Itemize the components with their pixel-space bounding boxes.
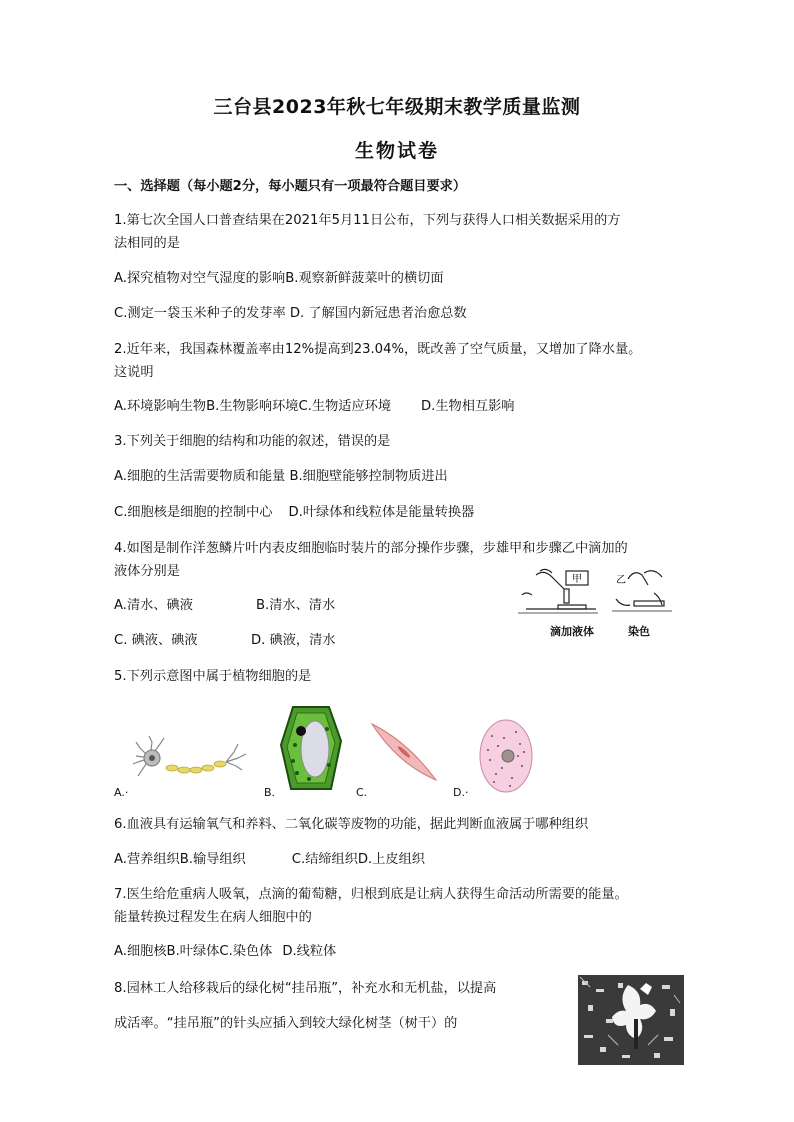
- q1-option-d: D. 了解国内新冠患者治愈总数: [289, 306, 467, 321]
- q4-label-jia: 甲: [572, 574, 582, 585]
- tree-drip-image: [578, 975, 684, 1065]
- q5-animal-cell-figure: [476, 716, 536, 796]
- q2-option-c: C.生物适应环境: [298, 399, 392, 414]
- q7-option-d: D.线粒体: [282, 944, 337, 959]
- exam-subtitle: 生物试卷: [354, 140, 439, 162]
- q6-options: [114, 849, 425, 871]
- q4-options-row1: [114, 595, 335, 617]
- q6-stem: 6.血液具有运输氧气和养料、二氧化碳等废物的功能，据此判断血液属于哪种组织: [114, 817, 589, 832]
- q5-option-b-label: B.: [264, 786, 276, 799]
- q8-tree-drip-photo: [578, 975, 684, 1065]
- q4-label-yi: 乙: [616, 575, 626, 586]
- q2-option-a: A.环境影响生物: [114, 399, 207, 414]
- q4-option-c: C. 碘液、碘液: [114, 633, 198, 648]
- q7-options: [114, 941, 336, 963]
- q4-stem-line2: 液体分别是: [114, 564, 180, 579]
- neuron-cell-drawing: [132, 728, 252, 788]
- q6-option-c: C.结缔组织: [291, 852, 358, 867]
- q4-options-row2: [114, 630, 335, 652]
- q7-stem-line2: 能量转换过程发生在病人细胞中的: [114, 910, 312, 925]
- plant-cell-drawing: [279, 705, 343, 791]
- q5-plant-cell-figure: [279, 705, 343, 791]
- q6-option-a: A.营养组织: [114, 852, 180, 867]
- q5-muscle-cell-figure: [368, 720, 440, 784]
- smooth-muscle-cell-drawing: [368, 720, 440, 784]
- q5-option-c-label: C.: [356, 786, 368, 799]
- q8-stem-line2: 成活率。“挂吊瓶”的针头应插入到较大绿化树茎（树干）的: [114, 1016, 458, 1031]
- q5-option-a-label: A.·: [114, 786, 129, 799]
- q4-procedure-figure: [516, 565, 676, 647]
- q4-caption-left: 滴加液体: [550, 625, 594, 638]
- q2-option-b: B.生物影响环境: [206, 399, 299, 414]
- animal-cell-drawing: [476, 716, 536, 796]
- q5-stem: 5.下列示意图中属于植物细胞的是: [114, 669, 312, 684]
- q6-option-b: B.输导组织: [179, 852, 246, 867]
- q4-stem-line1: 4.如图是制作洋葱鳞片叶内表皮细胞临时装片的部分操作步骤，步雄甲和步骤乙中滴加的: [114, 541, 628, 556]
- q4-caption-right: 染色: [628, 625, 650, 638]
- q2-options: [114, 396, 515, 418]
- q7-option-b: B.叶绿体: [166, 944, 220, 959]
- q4-option-a: A.清水、碘液: [114, 598, 193, 613]
- q1-stem-line1: 1.第七次全国人口普查结果在2021年5月11日公布，下列与获得人口相关数据采用的方: [114, 213, 621, 228]
- q2-stem-line2: 这说明: [114, 365, 154, 380]
- q3-options-row2: [114, 502, 474, 524]
- exam-title: 三台县2023年秋七年级期末教学质量监测: [213, 96, 581, 118]
- q3-option-b: B.细胞壁能够控制物质进出: [289, 469, 448, 484]
- q3-option-d: D.叶绿体和线粒体是能量转换器: [288, 505, 475, 520]
- q3-options-row1: [114, 466, 448, 488]
- q3-stem: 3.下列关于细胞的结构和功能的叙述，错误的是: [114, 434, 391, 449]
- q4-option-d: D. 碘液，清水: [251, 633, 336, 648]
- q6-option-d: D.上皮组织: [357, 852, 425, 867]
- q3-option-c: C.细胞核是细胞的控制中心: [114, 505, 273, 520]
- q1-option-c: C.测定一袋玉米种子的发芽率: [114, 306, 286, 321]
- q3-option-a: A.细胞的生活需要物质和能量: [114, 469, 286, 484]
- q4-procedure-drawing: [516, 565, 676, 629]
- q2-stem-line1: 2.近年来，我国森林覆盖率由12%提高到23.04%，既改善了空气质量，又增加了降水量。: [114, 342, 642, 357]
- q1-option-b: B.观察新鲜菠菜叶的横切面: [285, 271, 444, 286]
- section-heading: 一、选择题（每小题2分，每小题只有一项最符合题目要求）: [114, 179, 467, 194]
- q5-neuron-figure: [132, 728, 252, 788]
- q8-stem-line1: 8.园林工人给移栽后的绿化树“挂吊瓶”，补充水和无机盐，以提高: [114, 981, 497, 996]
- q1-options-row1: [114, 268, 444, 290]
- q1-option-a: A.探究植物对空气湿度的影响: [114, 271, 286, 286]
- q7-stem-line1: 7.医生给危重病人吸氧，点滴的葡萄糖，归根到底是让病人获得生命活动所需要的能量。: [114, 887, 628, 902]
- q7-option-c: C.染色体: [219, 944, 273, 959]
- q5-option-d-label: D.·: [453, 786, 469, 799]
- q2-option-d: D.生物相互影响: [421, 399, 515, 414]
- q1-stem-line2: 法相同的是: [114, 236, 180, 251]
- q4-option-b: B.清水、清水: [256, 598, 336, 613]
- q7-option-a: A.细胞核: [114, 944, 167, 959]
- q1-options-row2: [114, 303, 467, 325]
